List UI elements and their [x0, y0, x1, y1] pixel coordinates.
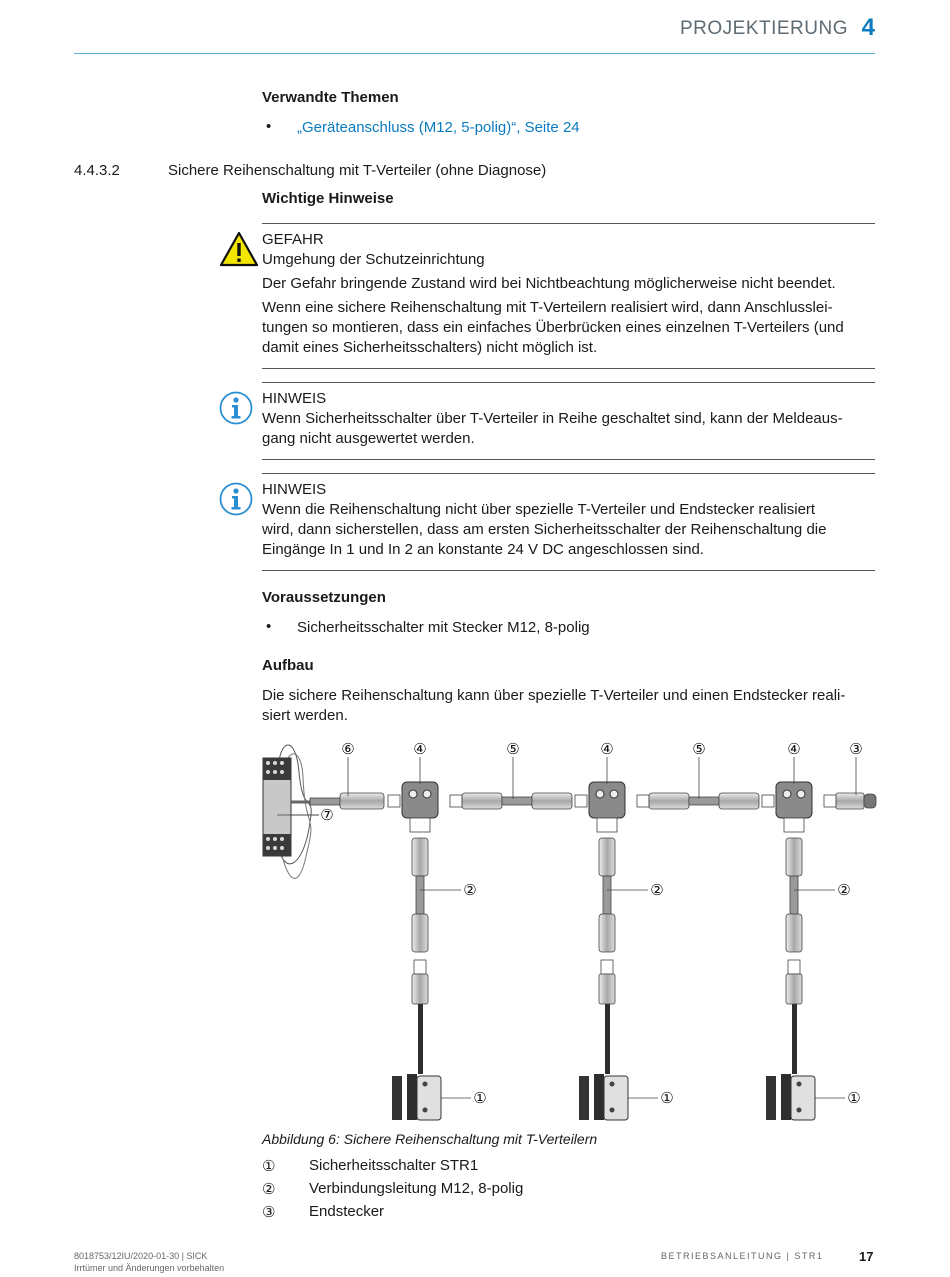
safety-switch-1	[392, 1074, 441, 1120]
callout-4: ④	[787, 740, 801, 758]
danger-instruction: Wenn eine sichere Reihenschaltung mit T-Verteilern realisiert wird, dann Anschlusslei- tungen so montieren, dass ein einfaches Überbrücken eines einzelnen T-Verteilers (und damit eines Sicherheitsschalters) nicht möglich ist.	[262, 299, 844, 356]
notice1-bottom-rule	[262, 459, 875, 460]
callout-3: ③	[849, 740, 863, 758]
legend-number: ③	[262, 1204, 276, 1221]
callout-5: ⑤	[692, 740, 706, 758]
requirement-item: Sicherheitsschalter mit Stecker M12, 8-polig	[297, 619, 590, 636]
danger-text: Der Gefahr bringende Zustand wird bei Nichtbeachtung möglicherweise nicht beendet.	[262, 275, 836, 292]
callout-2: ②	[837, 881, 851, 899]
header-rule	[74, 53, 875, 54]
section-title: Sichere Reihenschaltung mit T-Verteiler (ohne Diagnose)	[168, 162, 547, 179]
bullet-dot: •	[266, 618, 272, 635]
notice2-top-rule	[262, 473, 875, 474]
danger-subtitle: Umgehung der Schutzeinrichtung	[262, 251, 485, 268]
warning-triangle-icon	[219, 231, 259, 267]
t-distributor-1	[402, 782, 438, 1074]
section-number: 4.4.3.2	[74, 162, 120, 179]
setup-text: Die sichere Reihenschaltung kann über spezielle T-Verteiler und einen Endstecker reali- siert werden.	[262, 687, 846, 724]
info-icon	[219, 391, 253, 425]
notice1-top-rule	[262, 382, 875, 383]
callout-1: ①	[473, 1089, 487, 1107]
notice2-bottom-rule	[262, 570, 875, 571]
footer-document-info: 8018753/12IU/2020-01-30 | SICK Irrtümer und Änderungen vorbehalten	[74, 1251, 225, 1273]
safety-switch-2	[579, 1074, 628, 1120]
legend-text: Endstecker	[309, 1203, 385, 1220]
related-topics-heading: Verwandte Themen	[262, 89, 399, 106]
bullet-dot: •	[266, 118, 272, 135]
callout-4: ④	[600, 740, 614, 758]
notice1-label: HINWEIS	[262, 390, 327, 407]
callout-4: ④	[413, 740, 427, 758]
danger-label: GEFAHR	[262, 231, 324, 248]
page-number: 17	[859, 1249, 874, 1264]
legend-text: Sicherheitsschalter STR1	[309, 1157, 479, 1174]
safety-switch-3	[766, 1074, 815, 1120]
legend-text: Verbindungsleitung M12, 8-polig	[309, 1180, 524, 1197]
callout-2: ②	[463, 881, 477, 899]
related-topic-link[interactable]: „Geräteanschluss (M12, 5-polig)“, Seite 24	[297, 119, 580, 136]
info-icon	[219, 482, 253, 516]
callout-7: ⑦	[320, 806, 334, 824]
callout-6: ⑥	[341, 740, 355, 758]
callout-1: ①	[847, 1089, 861, 1107]
callout-5: ⑤	[506, 740, 520, 758]
callout-1: ①	[660, 1089, 674, 1107]
notice1-text: Wenn Sicherheitsschalter über T-Verteiler in Reihe geschaltet sind, kann der Meldeaus- gang nicht ausgewertet werden.	[262, 410, 843, 447]
legend-number: ②	[262, 1181, 276, 1198]
running-header-title: PROJEKTIERUNG	[679, 18, 848, 39]
requirements-heading: Voraussetzungen	[262, 589, 386, 606]
callout-2: ②	[650, 881, 664, 899]
footer-manual-title: BETRIEBSANLEITUNG | STR1	[661, 1251, 824, 1261]
legend-number: ①	[262, 1158, 276, 1175]
figure-caption: Abbildung 6: Sichere Reihenschaltung mit T-Verteilern	[262, 1131, 598, 1147]
setup-heading: Aufbau	[262, 657, 314, 674]
notice2-text: Wenn die Reihenschaltung nicht über spezielle T-Verteiler und Endstecker realisiert wird, dann sicherstellen, dass am ersten Sicherheitsschalter der Reihenschaltung die Eingänge In 1 und In 2 an konstante 24 V DC angeschlossen sind.	[262, 501, 827, 558]
t-distributor-2	[589, 782, 625, 1074]
danger-top-rule	[262, 223, 875, 224]
danger-bottom-rule	[262, 368, 875, 369]
important-notes-heading: Wichtige Hinweise	[262, 190, 394, 207]
series-connection-figure	[255, 732, 880, 1127]
chapter-number: 4	[861, 14, 875, 41]
notice2-label: HINWEIS	[262, 481, 327, 498]
t-distributor-3	[776, 782, 812, 1074]
